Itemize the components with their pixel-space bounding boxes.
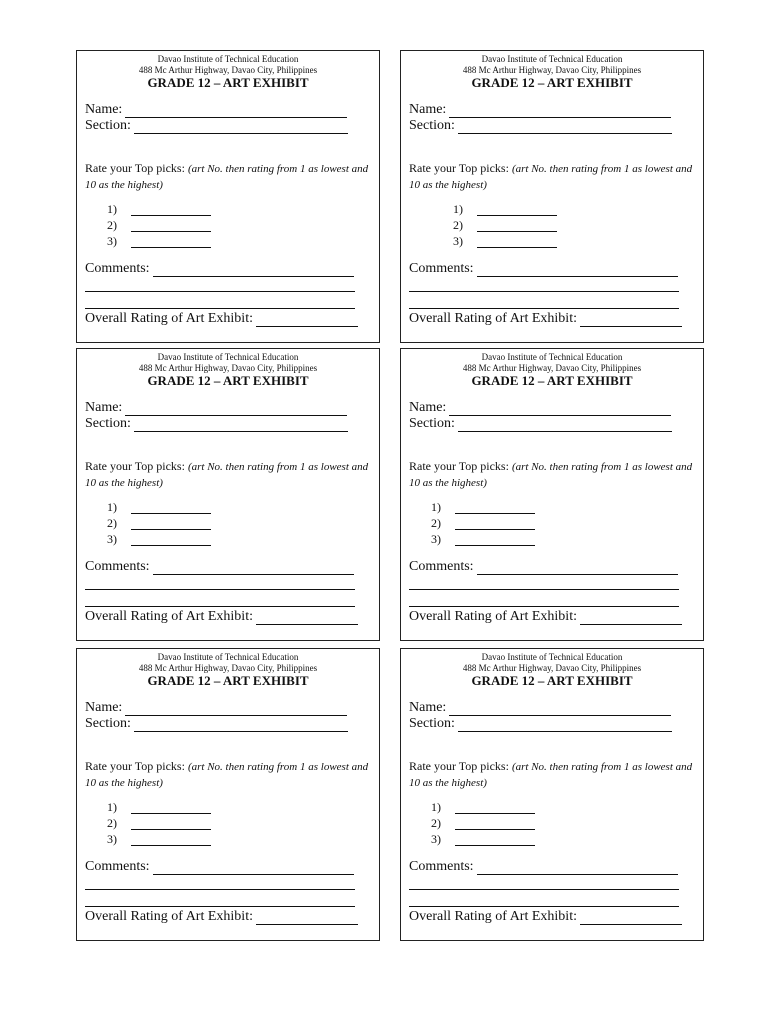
pick-3 [107,532,211,546]
section-blank[interactable] [134,121,348,134]
form-title: GRADE 12 – ART EXHIBIT [147,673,309,688]
name-field [409,700,671,716]
comments-label: Comments: [409,261,474,276]
pick-blank[interactable] [455,533,535,546]
name-blank[interactable] [449,403,671,416]
pick-1 [107,800,211,814]
pick-blank[interactable] [131,203,211,216]
overall-rating-field [85,311,358,327]
pick-blank[interactable] [455,801,535,814]
rate-instructions [85,161,371,193]
pick-number: 3) [431,832,441,846]
pick-blank[interactable] [455,817,535,830]
comments-line-2[interactable] [409,291,679,292]
pick-3 [431,832,535,846]
overall-rating-label: Overall Rating of Art Exhibit: [409,609,577,624]
pick-number: 1) [107,202,117,216]
overall-rating-blank[interactable] [256,314,358,327]
rate-label: Rate your Top picks: [85,459,185,473]
pick-number: 2) [431,516,441,530]
section-blank[interactable] [458,719,672,732]
overall-rating-blank[interactable] [256,612,358,625]
pick-3 [453,234,557,248]
pick-number: 1) [431,800,441,814]
exhibit-form-card [76,648,380,941]
pick-2 [431,516,535,530]
overall-rating-blank[interactable] [580,314,682,327]
comments-blank[interactable] [153,264,354,277]
comments-line-2[interactable] [409,889,679,890]
exhibit-form-card [400,348,704,641]
section-label: Section: [85,716,131,731]
pick-number: 1) [431,500,441,514]
comments-blank[interactable] [477,264,678,277]
comments-label: Comments: [409,559,474,574]
rate-label: Rate your Top picks: [409,161,509,175]
exhibit-form-card [400,50,704,343]
section-field [409,118,672,134]
pick-blank[interactable] [131,517,211,530]
rate-instructions [409,759,695,791]
comments-field [85,559,354,575]
comments-line-3[interactable] [85,606,355,607]
pick-number: 2) [107,816,117,830]
comments-line-3[interactable] [85,906,355,907]
comments-line-2[interactable] [85,291,355,292]
section-label: Section: [409,716,455,731]
institution-name: Davao Institute of Technical Education [157,652,299,662]
rate-note: (art No. then rating from 1 as lowest and 10 as the highest) [85,761,369,789]
institution-address: 488 Mc Arthur Highway, Davao City, Philippines [138,663,318,673]
institution-address: 488 Mc Arthur Highway, Davao City, Philippines [462,65,642,75]
rate-note: (art No. then rating from 1 as lowest and 10 as the highest) [409,461,693,489]
exhibit-form-card [76,50,380,343]
section-label: Section: [85,118,131,133]
rate-label: Rate your Top picks: [85,161,185,175]
comments-line-2[interactable] [85,889,355,890]
institution-name: Davao Institute of Technical Education [481,352,623,362]
pick-number: 1) [107,500,117,514]
section-label: Section: [85,416,131,431]
pick-number: 3) [453,234,463,248]
pick-blank[interactable] [131,501,211,514]
section-field [409,416,672,432]
name-blank[interactable] [125,703,347,716]
comments-field [409,261,678,277]
section-label: Section: [409,416,455,431]
form-title: GRADE 12 – ART EXHIBIT [471,373,633,388]
name-label: Name: [409,102,447,117]
form-title: GRADE 12 – ART EXHIBIT [471,673,633,688]
overall-rating-blank[interactable] [256,912,358,925]
name-blank[interactable] [125,105,347,118]
pick-number: 2) [431,816,441,830]
pick-blank[interactable] [477,219,557,232]
comments-line-3[interactable] [409,906,679,907]
comments-field [409,859,678,875]
section-field [85,716,348,732]
overall-rating-label: Overall Rating of Art Exhibit: [85,909,253,924]
overall-rating-blank[interactable] [580,612,682,625]
comments-line-2[interactable] [409,589,679,590]
overall-rating-field [85,609,358,625]
section-field [85,416,348,432]
comments-label: Comments: [85,859,150,874]
overall-rating-field [85,909,358,925]
exhibit-form-card [76,348,380,641]
pick-blank[interactable] [455,501,535,514]
comments-line-2[interactable] [85,589,355,590]
pick-number: 3) [431,532,441,546]
name-label: Name: [409,400,447,415]
overall-rating-label: Overall Rating of Art Exhibit: [409,909,577,924]
name-label: Name: [85,700,123,715]
pick-2 [453,218,557,232]
comments-field [85,859,354,875]
comments-field [409,559,678,575]
pick-blank[interactable] [455,517,535,530]
rate-label: Rate your Top picks: [409,759,509,773]
rate-note: (art No. then rating from 1 as lowest and 10 as the highest) [409,761,693,789]
comments-label: Comments: [409,859,474,874]
pick-blank[interactable] [131,817,211,830]
comments-blank[interactable] [153,562,354,575]
overall-rating-label: Overall Rating of Art Exhibit: [85,311,253,326]
pick-blank[interactable] [455,833,535,846]
comments-field [85,261,354,277]
pick-1 [453,202,557,216]
institution-name: Davao Institute of Technical Education [157,352,299,362]
pick-1 [107,202,211,216]
rate-note: (art No. then rating from 1 as lowest and 10 as the highest) [85,163,369,191]
overall-rating-field [409,311,682,327]
section-blank[interactable] [134,419,348,432]
section-label: Section: [409,118,455,133]
comments-line-3[interactable] [409,308,679,309]
pick-number: 1) [107,800,117,814]
rate-instructions [85,759,371,791]
name-field [85,400,347,416]
rate-instructions [85,459,371,491]
name-label: Name: [85,400,123,415]
overall-rating-label: Overall Rating of Art Exhibit: [85,609,253,624]
pick-1 [431,800,535,814]
name-label: Name: [409,700,447,715]
overall-rating-label: Overall Rating of Art Exhibit: [409,311,577,326]
institution-address: 488 Mc Arthur Highway, Davao City, Philippines [138,65,318,75]
institution-name: Davao Institute of Technical Education [481,652,623,662]
pick-number: 2) [453,218,463,232]
section-field [409,716,672,732]
section-blank[interactable] [134,719,348,732]
pick-2 [107,516,211,530]
pick-2 [431,816,535,830]
pick-3 [107,832,211,846]
pick-number: 3) [107,832,117,846]
comments-blank[interactable] [477,562,678,575]
pick-3 [107,234,211,248]
pick-1 [107,500,211,514]
name-blank[interactable] [125,403,347,416]
comments-label: Comments: [85,261,150,276]
name-label: Name: [85,102,123,117]
comments-blank[interactable] [477,862,678,875]
pick-number: 1) [453,202,463,216]
name-blank[interactable] [449,105,671,118]
overall-rating-blank[interactable] [580,912,682,925]
name-blank[interactable] [449,703,671,716]
pick-number: 3) [107,532,117,546]
name-field [85,102,347,118]
pick-number: 3) [107,234,117,248]
name-field [409,102,671,118]
section-field [85,118,348,134]
pick-blank[interactable] [131,533,211,546]
pick-blank[interactable] [131,801,211,814]
form-title: GRADE 12 – ART EXHIBIT [147,373,309,388]
institution-address: 488 Mc Arthur Highway, Davao City, Philippines [462,663,642,673]
pick-number: 2) [107,218,117,232]
overall-rating-field [409,909,682,925]
comments-line-3[interactable] [409,606,679,607]
pick-2 [107,816,211,830]
name-field [85,700,347,716]
rate-note: (art No. then rating from 1 as lowest and 10 as the highest) [409,163,693,191]
rate-instructions [409,161,695,193]
section-blank[interactable] [458,121,672,134]
pick-blank[interactable] [131,219,211,232]
comments-line-3[interactable] [85,308,355,309]
pick-1 [431,500,535,514]
pick-blank[interactable] [131,235,211,248]
institution-address: 488 Mc Arthur Highway, Davao City, Philippines [138,363,318,373]
rate-label: Rate your Top picks: [409,459,509,473]
rate-instructions [409,459,695,491]
form-title: GRADE 12 – ART EXHIBIT [147,75,309,90]
comments-blank[interactable] [153,862,354,875]
institution-address: 488 Mc Arthur Highway, Davao City, Philippines [462,363,642,373]
institution-name: Davao Institute of Technical Education [157,54,299,64]
pick-number: 2) [107,516,117,530]
exhibit-form-card [400,648,704,941]
comments-label: Comments: [85,559,150,574]
section-blank[interactable] [458,419,672,432]
rate-note: (art No. then rating from 1 as lowest and 10 as the highest) [85,461,369,489]
pick-2 [107,218,211,232]
form-title: GRADE 12 – ART EXHIBIT [471,75,633,90]
pick-blank[interactable] [477,235,557,248]
pick-3 [431,532,535,546]
rate-label: Rate your Top picks: [85,759,185,773]
pick-blank[interactable] [477,203,557,216]
overall-rating-field [409,609,682,625]
pick-blank[interactable] [131,833,211,846]
institution-name: Davao Institute of Technical Education [481,54,623,64]
name-field [409,400,671,416]
